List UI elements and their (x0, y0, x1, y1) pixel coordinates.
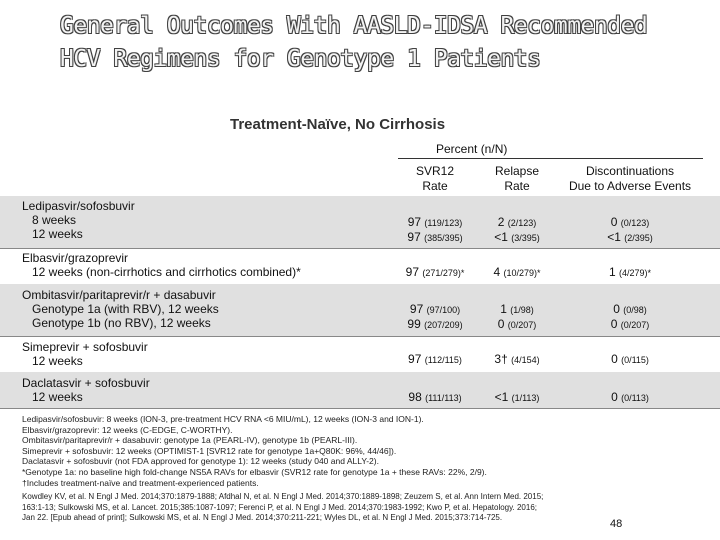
column-header-discontinuations: Discontinuations Due to Adverse Events (568, 164, 692, 193)
footnote-line: Ledipasvir/sofosbuvir: 8 weeks (ION-3, pre-treatment HCV RNA <6 MIU/mL), 12 weeks (ION-3 and ION-1). (22, 414, 424, 424)
table-subtitle: Treatment-Naïve, No Cirrhosis (230, 116, 446, 133)
svr-cell (400, 215, 470, 245)
footnote-line: Daclatasvir + sofosbuvir (not FDA approved for genotype 1): 12 weeks (study 040 and ALLY-2). (22, 456, 379, 467)
column-header-relapse: Relapse Rate (494, 164, 540, 193)
header-rule (398, 158, 703, 159)
relapse-value: 0 (0/207) (497, 317, 537, 331)
relapse-cell (480, 265, 554, 280)
relapse-cell (480, 302, 554, 332)
slide-title-line-2: HCV Regimens for Genotype 1 Patients (60, 46, 541, 72)
svr-value: 97 (271/279)* (405, 265, 465, 279)
regimen-duration: 12 weeks (non-cirrhotics and cirrhotics combined)* (32, 265, 301, 279)
regimen-duration: Genotype 1a (with RBV), 12 weeks (32, 302, 219, 316)
disc-value: <1 (2/395) (607, 230, 653, 244)
regimen-duration: 12 weeks (32, 227, 83, 241)
footnote-line: Elbasvir/grazoprevir: 12 weeks (C-EDGE, C-WORTHY). (22, 424, 233, 435)
relapse-value: 4 (10/279)* (493, 265, 541, 279)
footnotes (22, 414, 712, 488)
disc-value: 0 (0/123) (610, 215, 650, 229)
regimen-duration: Genotype 1b (no RBV), 12 weeks (32, 316, 211, 330)
relapse-value: 3† (4/154) (494, 352, 540, 366)
regimen-duration: 8 weeks (32, 213, 77, 227)
footnote-line: Ombitasvir/paritaprevir/r + dasabuvir: genotype 1a (PEARL-IV), genotype 1b (PEARL-III). (22, 435, 358, 446)
svr-cell (400, 390, 470, 405)
regimen-label (22, 288, 219, 330)
reference-line: Jan 22. [Epub ahead of print]; Sulkowski MS, et al. N Engl J Med. 2014;370:211-221; Wyles DL, et al. N Engl J Med. 2015;373:714-725. (22, 513, 503, 523)
references (22, 492, 642, 524)
regimen-label (22, 340, 148, 368)
regimen-duration: 12 weeks (32, 390, 83, 404)
svr-value: 99 (207/209) (407, 317, 463, 331)
svr-value: 97 (112/115) (408, 352, 462, 366)
footnote-line: Simeprevir + sofosbuvir: 12 weeks (OPTIMIST-1 [SVR12 rate for genotype 1a+Q80K: 96%, 44/46]). (22, 445, 397, 456)
regimen-name: Simeprevir + sofosbuvir (22, 340, 148, 354)
reference-line: Kowdley KV, et al. N Engl J Med. 2014;370:1879-1888; Afdhal N, et al. N Engl J Med. 2014;370:1889-1898; Zeuzem S, et al. Ann Intern Med. 2015; (22, 492, 544, 501)
reference-line: 163:1-13; Sulkowski MS, et al. Lancet. 2015;385:1087-1097; Ferenci P, et al. N Engl J Med. 2014;370:1983-1992; Kwo P, et al. Hepatology. 2016; (22, 502, 538, 512)
regimen-name: Daclatasvir + sofosbuvir (22, 376, 150, 390)
svr-cell (400, 352, 470, 367)
disc-cell (558, 302, 702, 332)
column-header-svr12: SVR12 Rate (415, 164, 455, 193)
disc-cell (558, 215, 702, 245)
page-number: 48 (610, 518, 623, 530)
relapse-cell (480, 215, 554, 245)
relapse-value: 1 (1/98) (500, 302, 534, 316)
disc-value: 0 (0/113) (611, 390, 649, 404)
footnote-line: *Genotype 1a: no baseline high fold-change NS5A RAVs for elbasvir (SVR12 rate for genotype 1a + these RAVs: 22%, 2/9). (22, 466, 487, 477)
relapse-cell (480, 390, 554, 405)
disc-value: 1 (4/279)* (608, 265, 652, 279)
slide-title (60, 10, 700, 76)
svr-value: 97 (385/395) (407, 230, 463, 244)
footnote-line: †Includes treatment-naïve and treatment-experienced patients. (22, 477, 259, 488)
row-divider (0, 408, 720, 409)
regimen-name: Elbasvir/grazoprevir (22, 251, 129, 265)
svr-value: 98 (111/113) (408, 390, 462, 404)
slide-title-line-1: General Outcomes With AASLD-IDSA Recommended (60, 13, 648, 39)
percent-label: Percent (n/N) (436, 142, 508, 156)
regimen-name: Ledipasvir/sofosbuvir (22, 199, 135, 213)
regimen-label (22, 376, 150, 404)
disc-value: 0 (0/207) (610, 317, 650, 331)
regimen-name: Ombitasvir/paritaprevir/r + dasabuvir (22, 288, 216, 302)
disc-cell (558, 265, 702, 280)
svr-value: 97 (97/100) (409, 302, 461, 316)
regimen-label (22, 251, 301, 279)
relapse-value: <1 (1/113) (494, 390, 540, 404)
disc-cell (558, 352, 702, 367)
relapse-value: <1 (3/395) (494, 230, 540, 244)
svr-value: 97 (119/123) (407, 215, 463, 229)
relapse-value: 2 (2/123) (497, 215, 537, 229)
disc-value: 0 (0/98) (613, 302, 647, 316)
svr-cell (400, 302, 470, 332)
disc-value: 0 (0/115) (611, 352, 649, 366)
svr-cell (400, 265, 470, 280)
regimen-duration: 12 weeks (32, 354, 83, 368)
disc-cell (558, 390, 702, 405)
relapse-cell (480, 352, 554, 367)
regimen-label (22, 199, 135, 241)
